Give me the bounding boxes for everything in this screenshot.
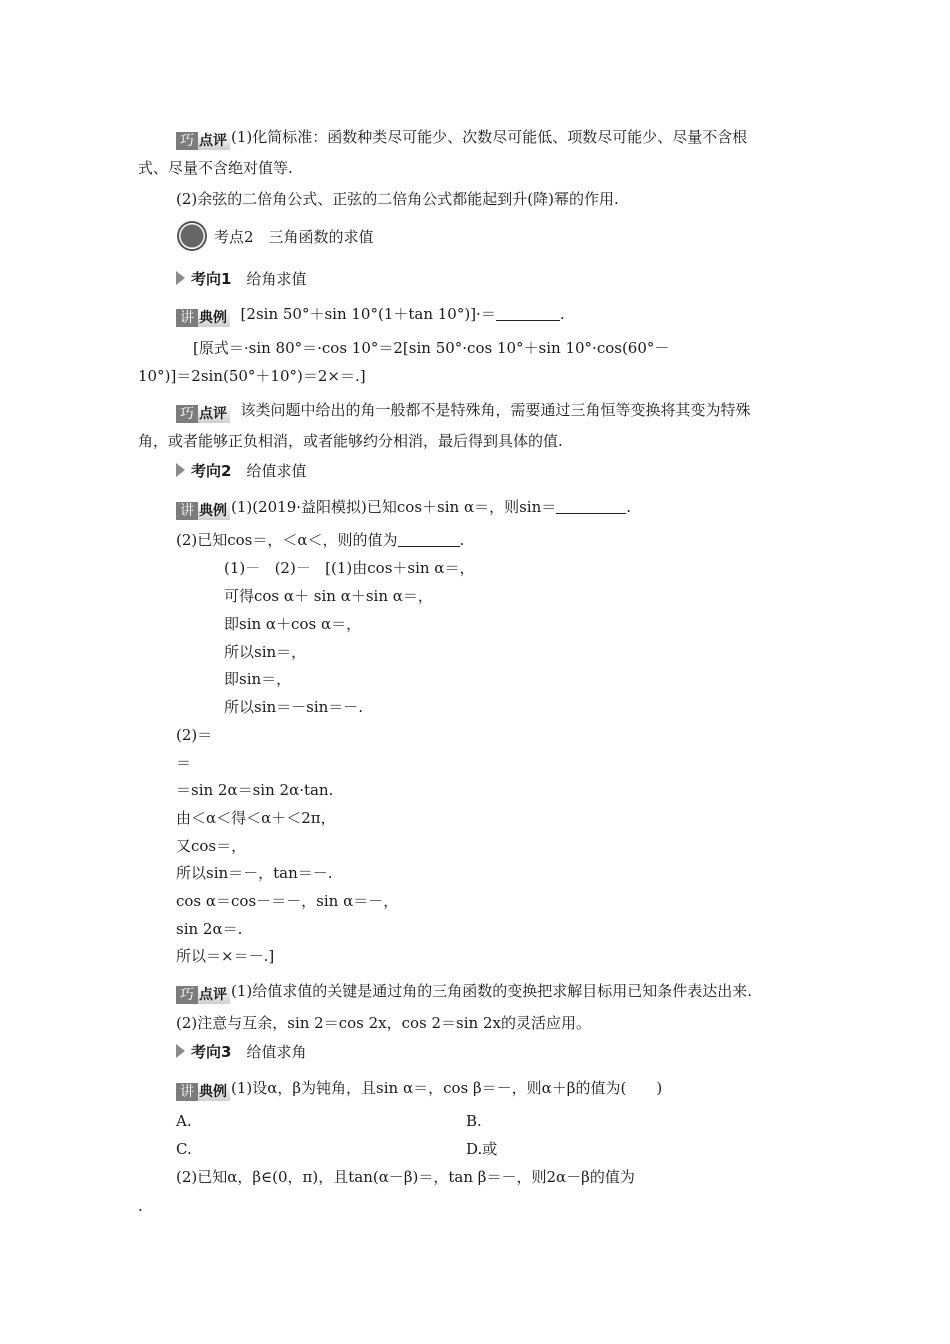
solution-line: sin 2α＝. [176, 920, 243, 938]
jiang-icon: 讲 [176, 1083, 198, 1101]
example-3-question-1: 讲 典例 (1)设α，β为钝角，且sin α＝，cos β＝－，则α＋β的值为( ) [176, 1078, 662, 1101]
triangle-icon [176, 271, 185, 285]
solution-line: 所以sin＝－sin＝－. [224, 698, 364, 716]
comment-block-3: 巧 点评 (1)给值求值的关键是通过角的三角函数的变换把求解目标用已知条件表达出来. [176, 981, 752, 1004]
solution-line: 所以sin＝－，tan＝－. [176, 864, 333, 882]
example-tag: 讲 典例 [176, 307, 230, 327]
comment-tag: 巧 点评 [176, 130, 230, 150]
direction-heading-3: 考向3 给值求角 [176, 1042, 306, 1062]
solution-line: 所以sin＝， [224, 643, 307, 661]
triangle-icon [176, 1044, 185, 1058]
answer-blank [496, 306, 560, 321]
qiao-icon: 巧 [176, 405, 198, 423]
jiang-icon: 讲 [176, 309, 198, 327]
kaodian-title: 考点2 三角函数的求值 [214, 228, 374, 246]
solution-line: ＝sin 2α＝sin 2α·tan. [176, 781, 334, 799]
example-2-question-2: (2)已知cos＝，＜α＜，则的值为 . [176, 531, 465, 549]
qiao-icon: 巧 [176, 132, 198, 150]
text-line: 式、尽量不含绝对值等. [138, 159, 293, 177]
solution-line: 即sin α＋cos α＝， [224, 615, 362, 633]
solution-line: 可得cos α＋ sin α＋sin α＝， [224, 587, 433, 605]
solution-line: cos α＝cos－＝－，sin α＝－， [176, 892, 399, 910]
option-b: B. [466, 1112, 482, 1130]
option-d: D.或 [466, 1140, 498, 1158]
solution-line: [原式＝·sin 80°＝·cos 10°＝2[sin 50°·cos 10°＋sin 10°·cos(60°－ [193, 339, 670, 357]
comment-tag: 巧 点评 [176, 403, 230, 423]
solution-line: 所以＝×＝－.] [176, 947, 275, 965]
option-a: A. [176, 1112, 192, 1130]
text-line: (2)注意与互余，sin 2＝cos 2x，cos 2＝sin 2x的灵活应用。 [176, 1014, 591, 1032]
answer-line: (1)－ (2)－ [(1)由cos＋sin α＝， [224, 559, 475, 577]
kaodian-circle-icon [177, 221, 207, 251]
direction-heading-1: 考向1 给角求值 [176, 269, 306, 289]
example-2-question-1: 讲 典例 (1)(2019·益阳模拟)已知cos＋sin α＝，则sin＝ . [176, 497, 631, 520]
jiang-icon: 讲 [176, 502, 198, 520]
example-1-question: 讲 典例 [2sin 50°＋sin 10°(1＋tan 10°)]·＝ . [176, 304, 565, 327]
comment-block-2: 巧 点评 该类问题中给出的角一般都不是特殊角，需要通过三角恒等变换将其变为特殊 [176, 400, 751, 423]
text-line: (2)余弦的二倍角公式、正弦的二倍角公式都能起到升(降)幂的作用. [176, 190, 619, 208]
answer-blank [398, 532, 460, 547]
solution-line: 由＜α＜得＜α＋＜2π， [176, 809, 336, 827]
example-3-question-2: (2)已知α，β∈(0，π)，且tan(α－β)＝，tan β＝－，则2α－β的值为 [176, 1168, 635, 1186]
answer-blank [556, 499, 626, 514]
example-tag: 讲 典例 [176, 1081, 230, 1101]
direction-heading-2: 考向2 给值求值 [176, 461, 306, 481]
solution-line: ＝ [176, 754, 192, 772]
triangle-icon [176, 463, 185, 477]
text-line: 角，或者能够正负相消，或者能够约分相消，最后得到具体的值. [138, 432, 563, 450]
example-tag: 讲 典例 [176, 500, 230, 520]
solution-line: 又cos＝， [176, 837, 247, 855]
comment-tag: 巧 点评 [176, 984, 230, 1004]
solution-line: 10°)]＝2sin(50°＋10°)＝2×＝.] [138, 367, 366, 385]
text-line: . [138, 1197, 143, 1215]
qiao-icon: 巧 [176, 986, 198, 1004]
comment-block-1: 巧 点评 (1)化简标准：函数种类尽可能少、次数尽可能低、项数尽可能少、尽量不含根 [176, 127, 747, 150]
solution-line: (2)＝ [176, 726, 213, 744]
option-c: C. [176, 1140, 192, 1158]
solution-line: 即sin＝， [224, 670, 292, 688]
